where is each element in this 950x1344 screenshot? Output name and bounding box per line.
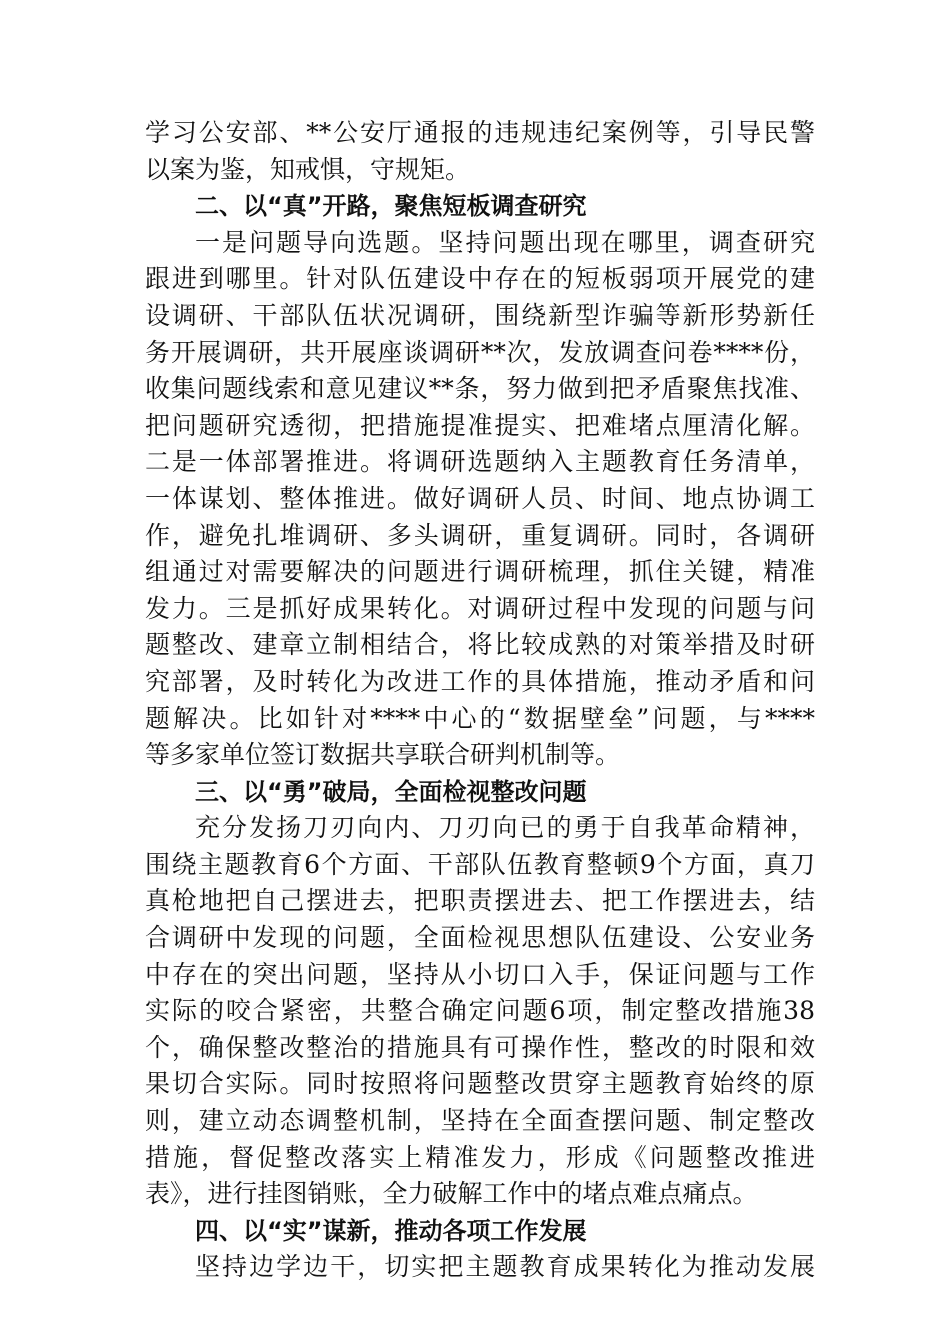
body-line: 二是一体部署推进。将调研选题纳入主题教育任务清单， xyxy=(145,447,815,477)
body-line: 则，建立动态调整机制，坚持在全面查摆问题、制定整改 xyxy=(145,1106,815,1136)
body-line: 究部署，及时转化为改进工作的具体措施，推动矛盾和问 xyxy=(145,666,815,696)
body-line: 学习公安部、**公安厅通报的违规违纪案例等，引导民警 xyxy=(145,118,815,147)
body-line: 等多家单位签订数据共享联合研判机制等。 xyxy=(145,740,621,770)
body-line: 围绕主题教育6个方面、干部队伍教育整顿9个方面，真刀 xyxy=(145,849,815,879)
body-line: 一是问题导向选题。坚持问题出现在哪里，调查研究 xyxy=(195,227,815,257)
section-heading-4: 四、以“实”谋新，推动各项工作发展 xyxy=(195,1216,587,1245)
body-line: 发力。三是抓好成果转化。对调研过程中发现的问题与问 xyxy=(145,593,815,623)
body-line: 一体谋划、整体推进。做好调研人员、时间、地点协调工 xyxy=(145,483,815,513)
body-line: 合调研中发现的问题，全面检视思想队伍建设、公安业务 xyxy=(145,923,815,953)
body-line: 把问题研究透彻，把措施提准提实、把难堵点厘清化解。 xyxy=(145,410,815,440)
body-line: 题整改、建章立制相结合，将比较成熟的对策举措及时研 xyxy=(145,630,815,660)
body-line: 果切合实际。同时按照将问题整改贯穿主题教育始终的原 xyxy=(145,1069,815,1099)
body-line: 作，避免扎堆调研、多头调研，重复调研。同时，各调研 xyxy=(145,520,815,550)
body-line: 坚持边学边干，切实把主题教育成果转化为推动发展 xyxy=(195,1252,815,1282)
body-line: 实际的咬合紧密，共整合确定问题6项，制定整改措施38 xyxy=(145,996,815,1026)
body-line: 措施，督促整改落实上精准发力，形成《问题整改推进 xyxy=(145,1142,815,1172)
section-heading-2: 二、以“真”开路，聚焦短板调查研究 xyxy=(195,192,587,221)
section-heading-3: 三、以“勇”破局，全面检视整改问题 xyxy=(195,777,587,806)
body-line: 表》，进行挂图销账，全力破解工作中的堵点难点痛点。 xyxy=(145,1179,758,1209)
body-line: 收集问题线索和意见建议**条，努力做到把矛盾聚焦找准、 xyxy=(145,374,815,404)
body-line: 组通过对需要解决的问题进行调研梳理，抓住关键，精准 xyxy=(145,557,815,587)
body-line: 跟进到哪里。针对队伍建设中存在的短板弱项开展党的建 xyxy=(145,264,815,294)
body-line: 充分发扬刀刃向内、刀刃向已的勇于自我革命精神， xyxy=(195,813,815,843)
body-line: 个，确保整改整治的措施具有可操作性，整改的时限和效 xyxy=(145,1032,815,1062)
body-line: 真枪地把自己摆进去，把职责摆进去、把工作摆进去，结 xyxy=(145,886,815,916)
body-line: 设调研、干部队伍状况调研，围绕新型诈骗等新形势新任 xyxy=(145,300,815,330)
body-line: 以案为鉴，知戒惧，守规矩。 xyxy=(145,154,471,184)
body-line: 务开展调研，共开展座谈调研**次，发放调查问卷****份， xyxy=(145,337,815,367)
document-body xyxy=(145,115,815,1286)
body-line: 中存在的突出问题，坚持从小切口入手，保证问题与工作 xyxy=(145,959,815,989)
body-line: 题解决。比如针对****中心的“数据壁垒”问题，与**** xyxy=(145,703,815,733)
